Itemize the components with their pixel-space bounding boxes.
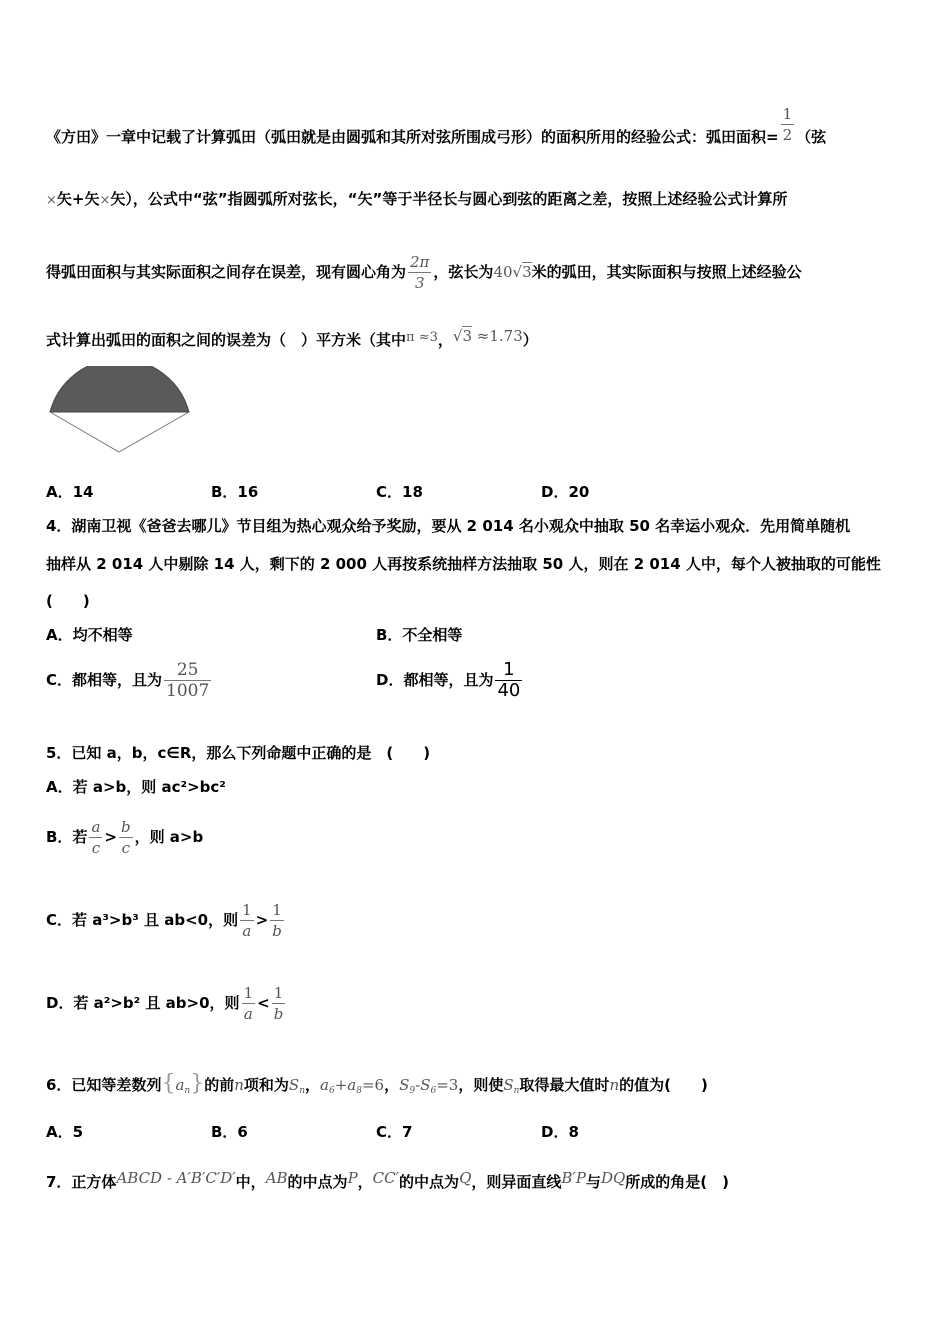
q6-stem: 6．已知等差数列$\{a_n\}$的前n项和为$S_n$，$a_6+a_8=6$，$S_9-S_6=3$，则使$S_n$取得最大值时n的值为( ) <box>46 1071 708 1096</box>
q3-text: 《方田》一章中记载了计算弧田（弧田就是由圆弧和其所对弦所围成弓形）的面积所用的经验公式：弧田面积= <box>46 128 779 146</box>
fraction-1-b: $\frac{1}{b}$ <box>273 984 284 1023</box>
times-symbol: × <box>99 193 111 208</box>
arc-field-figure <box>46 366 194 456</box>
q3-line-3: 得弧田面积与其实际面积之间存在误差，现有圆心角为 $\frac{2\pi}{3}$ ，弦长为40√3米的弧田，其实际面积与按照上述经验公 <box>46 253 802 292</box>
fraction-angle: $\frac{2\pi}{3}$ <box>410 253 430 292</box>
arc-segment <box>50 366 189 412</box>
triangle-sector <box>50 412 189 452</box>
q5-option-b[interactable]: B．若 $\frac{a}{c}$ > $\frac{b}{c}$ ，则 a>b <box>46 818 204 857</box>
q5-stem: 5．已知 a，b，c∈R，那么下列命题中正确的是 ( ) <box>46 744 431 762</box>
chord-length: 40√3 <box>493 263 532 281</box>
q6-option-a[interactable]: A．5 <box>46 1123 84 1141</box>
pi-approx: π ≈3 <box>406 330 438 345</box>
fraction-a-c: $\frac{a}{c}$ <box>91 818 101 857</box>
q4-option-a[interactable]: A．均不相等 <box>46 626 133 644</box>
fraction-b-c: $\frac{b}{c}$ <box>120 818 131 857</box>
fraction-half: $\frac{1}{2}$ <box>782 105 793 144</box>
q3-line-4: 式计算出弧田的面积之间的误差为（ ）平方米（其中π ≈3，√3 ≈1.73） <box>46 327 538 349</box>
q7-stem: 7．正方体ABCD - A′B′C′D′中，AB的中点为P，CC′的中点为Q，则异面直线B′P与DQ所成的角是( ) <box>46 1169 729 1191</box>
fraction-1-a: $\frac{1}{a}$ <box>242 901 252 940</box>
sqrt-icon: √ <box>512 263 523 281</box>
q4-line-2: 抽样从 2 014 人中剔除 14 人，剩下的 2 000 人再按系统抽样方法抽取 50 人，则在 2 014 人中，每个人被抽取的可能性 <box>46 555 881 573</box>
q4-option-c[interactable]: C．都相等，且为 $\frac{25}{1007}$ <box>46 660 210 701</box>
q3-option-d[interactable]: D．20 <box>541 483 590 501</box>
q5-option-c[interactable]: C．若 a³>b³ 且 ab<0，则 $\frac{1}{a}$ > $\frac{1}{b}$ <box>46 901 282 940</box>
fraction-1-b: $\frac{1}{b}$ <box>272 901 282 940</box>
fraction-25-1007: $\frac{25}{1007}$ <box>166 660 210 701</box>
q4-line-3: ( ) <box>46 592 90 610</box>
q3-line-2: ×矢+矢×矢），公式中“弦”指圆弧所对弦长，“矢”等于半径长与圆心到弦的距离之差，按照上述经验公式计算所 <box>46 190 788 208</box>
q5-option-a[interactable]: A．若 a>b，则 ac²>bc² <box>46 778 226 796</box>
q6-option-d[interactable]: D．8 <box>541 1123 579 1141</box>
q4-line-1: 4．湖南卫视《爸爸去哪儿》节目组为热心观众给予奖励，要从 2 014 名小观众中抽取 50 名幸运小观众．先用简单随机 <box>46 517 851 535</box>
q6-option-b[interactable]: B．6 <box>211 1123 248 1141</box>
sqrt-approx: √3 ≈1.73 <box>452 327 523 345</box>
sqrt-icon: √ <box>452 327 463 345</box>
q4-option-b[interactable]: B．不全相等 <box>376 626 463 644</box>
fraction-1-a: $\frac{1}{a}$ <box>243 984 254 1023</box>
times-symbol: × <box>46 193 57 208</box>
q3-option-b[interactable]: B．16 <box>211 483 259 501</box>
q3-line-1: 《方田》一章中记载了计算弧田（弧田就是由圆弧和其所对弦所围成弓形）的面积所用的经验公式：弧田面积= $\frac{1}{2}$ （弦 <box>46 105 827 146</box>
fraction-1-40: $\frac{1}{40}$ <box>497 659 521 701</box>
q3-option-a[interactable]: A．14 <box>46 483 94 501</box>
q3-option-c[interactable]: C．18 <box>376 483 423 501</box>
q4-option-d[interactable]: D．都相等，且为 $\frac{1}{40}$ <box>376 659 521 701</box>
q6-option-c[interactable]: C．7 <box>376 1123 413 1141</box>
q5-option-d[interactable]: D．若 a²>b² 且 ab>0，则 $\frac{1}{a}$ < $\frac{1}{b}$ <box>46 984 284 1023</box>
